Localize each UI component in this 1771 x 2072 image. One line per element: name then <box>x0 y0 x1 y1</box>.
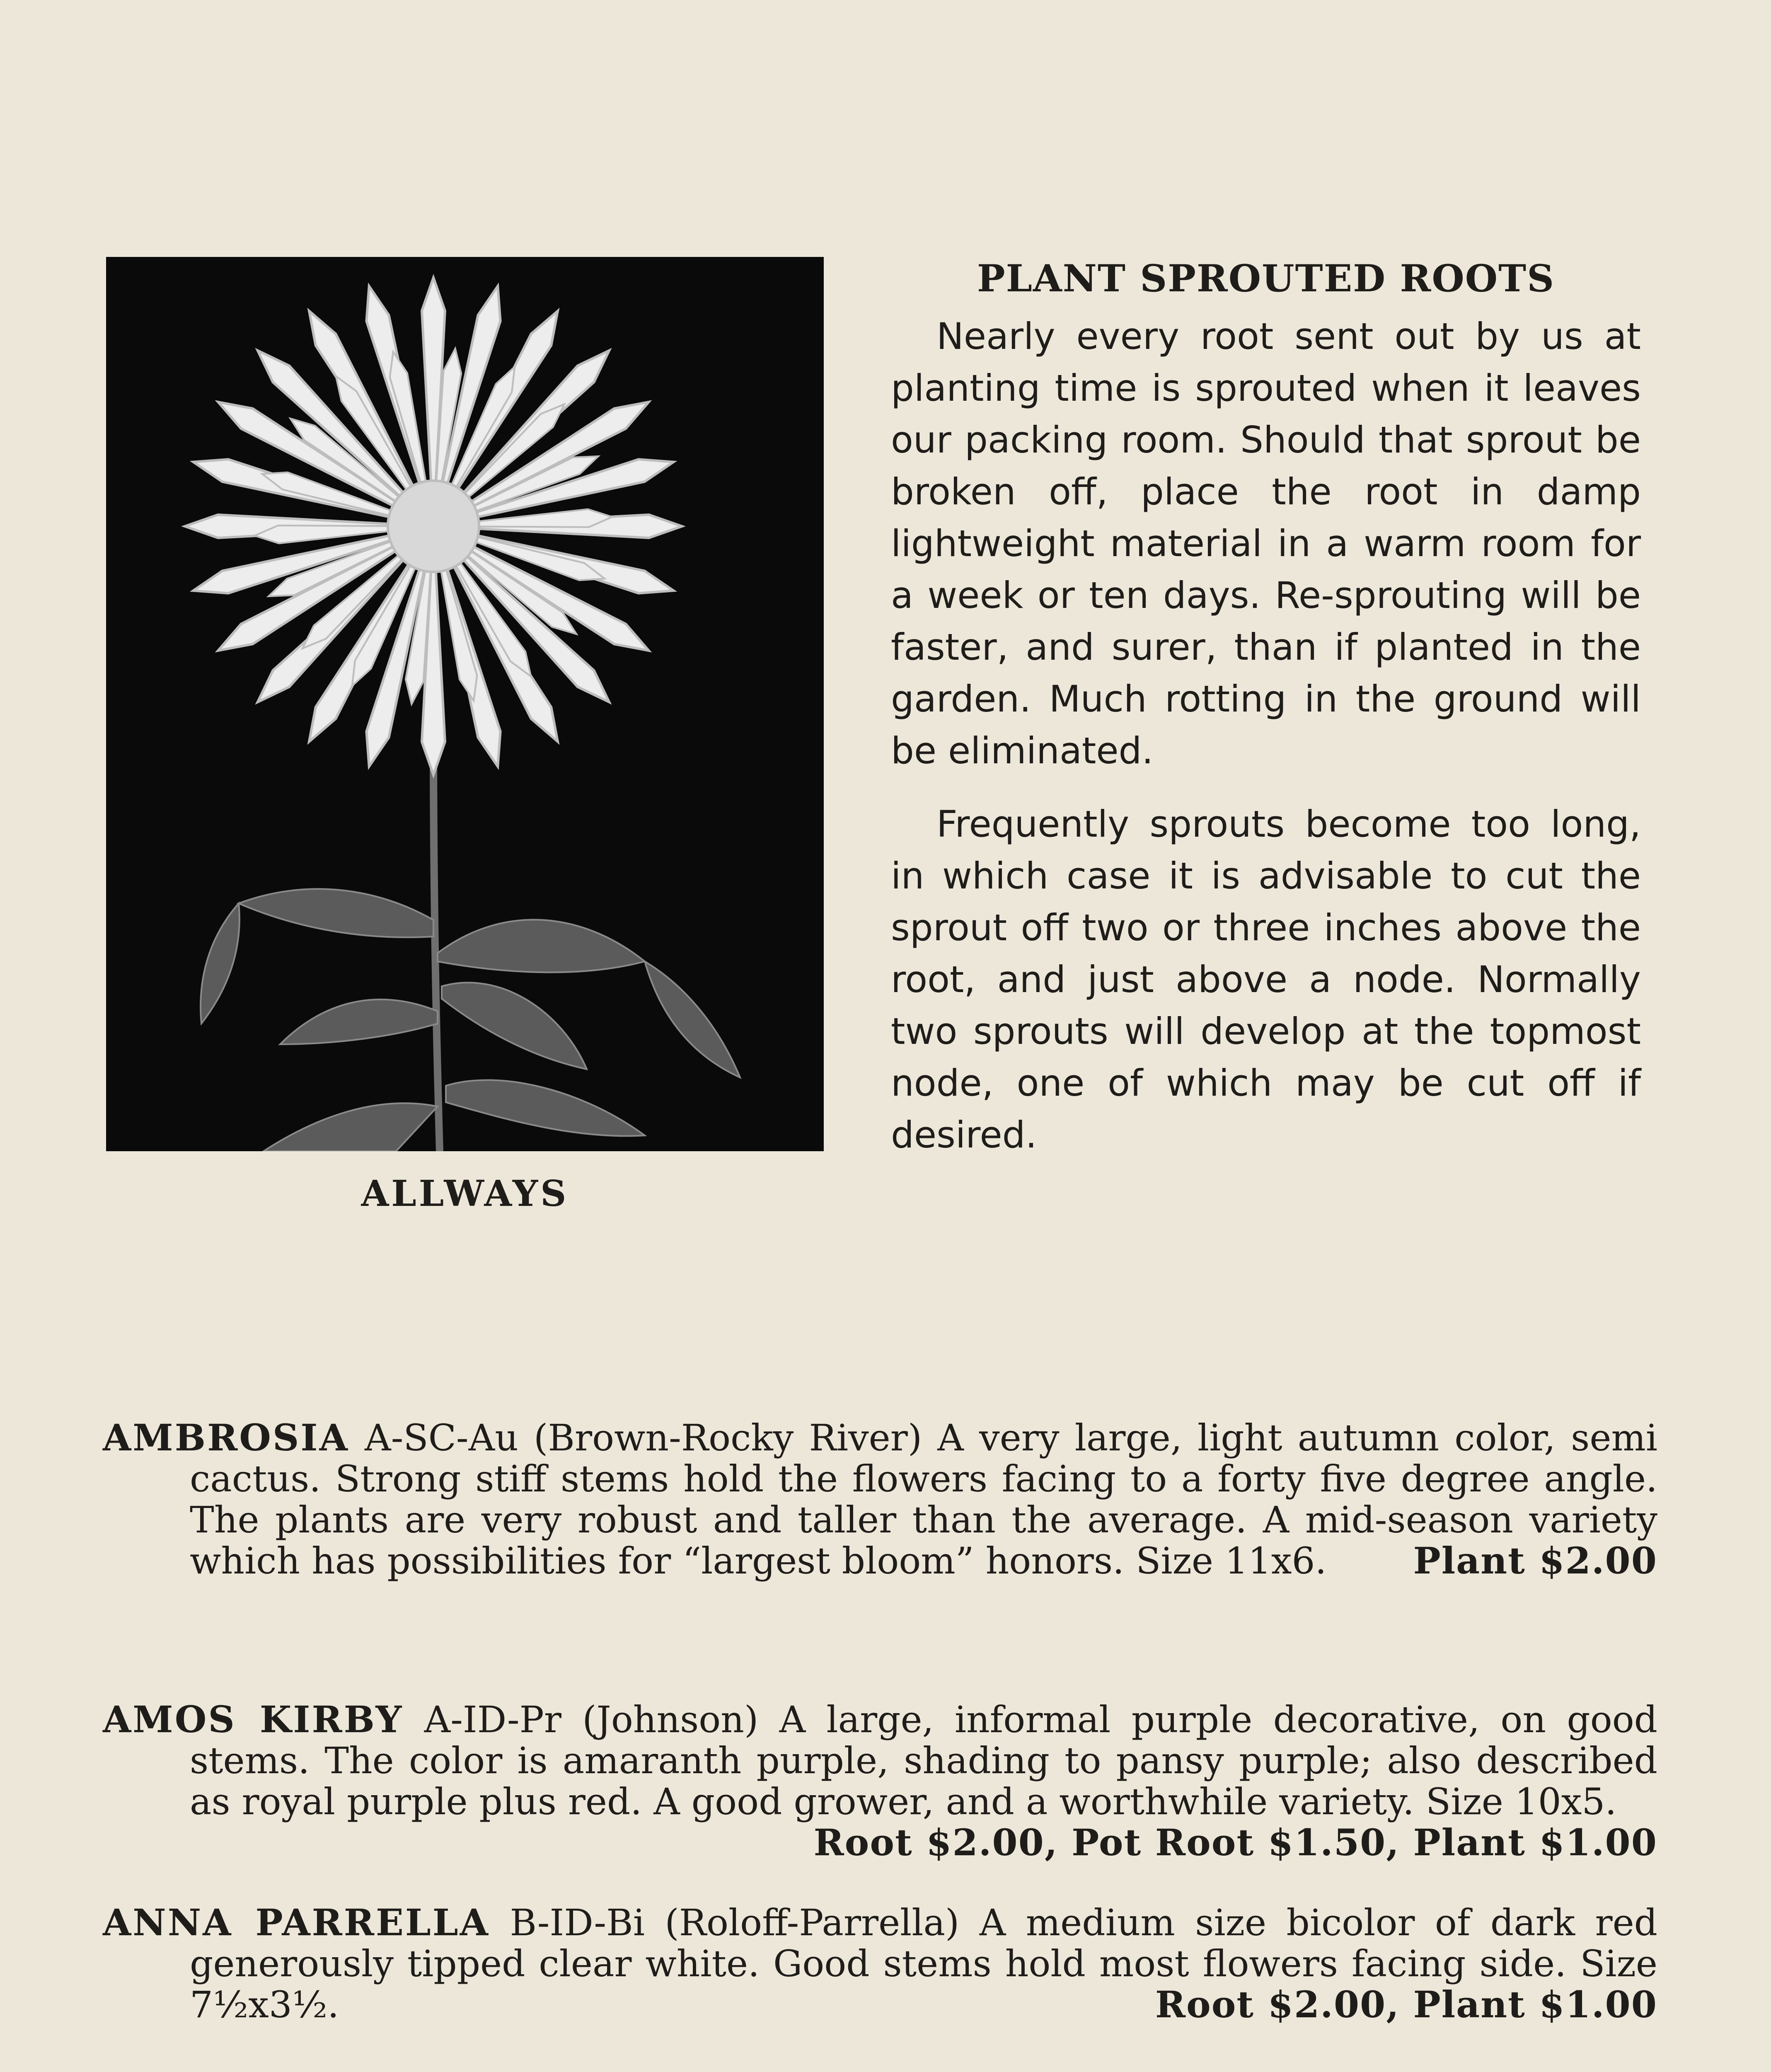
variety-description: B-ID-Bi (Roloff-Parrella) A medium size bicolor of dark red generously tipped clear white. Good stems hold most flowers facing side. Size 7½x3½. <box>190 1901 1657 2026</box>
sprouted-roots-paragraph-1: Nearly every root sent out by us at planting time is sprouted when it leaves our packing room. Should that sprout be broken off, place the root in damp lightweight material in a warm room for a week or ten days. Re-sprouting will be faster, and surer, than if planted in the garden. Much rotting in the ground will be eliminated. <box>891 315 1641 772</box>
dahlia-photo <box>106 257 824 1151</box>
dahlia-illustration <box>106 257 824 1151</box>
variety-entry-anna-parrella <box>103 1902 1657 2025</box>
variety-description: A-SC-Au (Brown-Rocky River) A very large, light autumn color, semi cactus. Strong stiff stems hold the flowers facing to a forty five degree angle. The plants are very robust and taller than the average. A mid-season variety which has possibilities for “largest bloom” honors. Size 11x6. <box>190 1416 1657 1582</box>
section-heading: PLANT SPROUTED ROOTS <box>977 257 1555 300</box>
sprouted-roots-paragraph-2: Frequently sprouts become too long, in which case it is advisable to cut the sprout off two or three inches above the root, and just above a node. Normally two sprouts will develop at the topmost node, one of which may be cut off if desired. <box>891 803 1641 1156</box>
variety-price: Root $2.00, Plant $1.00 <box>1155 1983 1657 2026</box>
variety-name: AMOS KIRBY <box>103 1698 404 1741</box>
photo-caption: ALLWAYS <box>361 1173 569 1215</box>
variety-price: Plant $2.00 <box>1413 1539 1657 1582</box>
variety-entry-amos-kirby <box>103 1699 1657 1863</box>
variety-name: AMBROSIA <box>103 1416 349 1459</box>
sprouted-roots-section <box>891 253 1641 1161</box>
variety-name: ANNA PARRELLA <box>103 1901 490 1944</box>
variety-price: Root $2.00, Pot Root $1.50, Plant $1.00 <box>813 1821 1657 1864</box>
variety-entry-ambrosia <box>103 1417 1657 1581</box>
variety-description: A-ID-Pr (Johnson) A large, informal purple decorative, on good stems. The color is amaranth purple, shading to pansy purple; also described as royal purple plus red. A good grower, and a worthwhile variety. Size 10x5. <box>190 1698 1657 1823</box>
